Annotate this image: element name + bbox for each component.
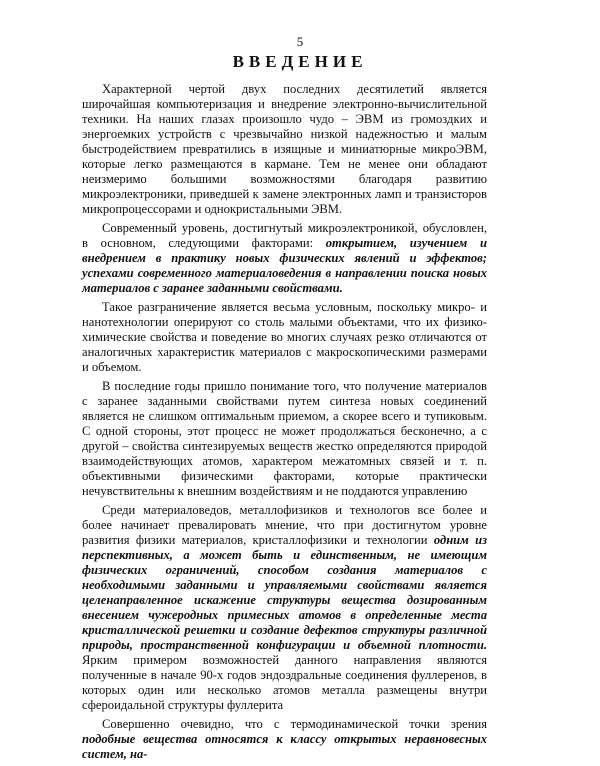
paragraph-4-text: В последние годы пришло понимание того, что получение материалов с заранее заданными свойствами путем синтеза новых соединений является не слишком оптимальным приемом, а скорее всего и тупиковым. С одной стороны, этот процесс не может продолжаться бесконечно, а с другой – свойства синтезируемых веществ жестко определяются природой взаимодействующих атомов, характером межатомных связей и т. п. объективными физическими факторами, которые практически нечувствительны к внешним воздействиям и не поддаются управлению xyxy=(82,379,487,498)
paragraph-6-emphasis: подобные вещества относятся к классу открытых неравновесных систем, на- xyxy=(82,732,487,761)
paragraph-2 xyxy=(82,221,487,296)
paragraph-6 xyxy=(82,717,487,762)
paragraph-5-continuation: Ярким примером возможностей данного направления являются полученные в начале 90-х годов эндоэдральные соединения фуллеренов, в которых один или несколько атомов металла размещены внутри сфероидальной структуры фуллерита xyxy=(82,653,487,712)
paragraph-2-emphasis: открытием, изучением и внедрением в практику новых физических явлений и эффектов; успехами современного материаловедения в направлении поиска новых материалов с заранее заданными свойствами. xyxy=(82,236,487,295)
paragraph-6-text: Совершенно очевидно, что с термодинамической точки зрения xyxy=(102,717,487,731)
paragraph-1-text: Характерной чертой двух последних десятилетий является широчайшая компьютеризация и внедрение электронно-вычислительной техники. На наших глазах произошло чудо – ЭВМ из громоздких и энергоемких устройств с чрезвычайно низкой надежностью и малым быстродействием превратились в изящные и миниатюрные микроЭВМ, которые легко размещаются в кармане. Тем не менее они обладают неизмеримо большими возможностями благодаря развитию микроэлектроники, приведшей к замене электронных ламп и транзисторов микропроцессорами и однокристальными ЭВМ. xyxy=(82,82,487,216)
paragraph-5-text: Среди материаловедов, металлофизиков и технологов все более и более начинает превалировать мнение, что при достигнутом уровне развития физики материалов, кристаллофизики и технологии xyxy=(82,503,487,547)
paragraph-5-emphasis: одним из перспективных, а может быть и единственным, не имеющим физических ограничений, способом создания материалов с необходимыми заданными и управляемыми свойствами является целенаправленное искажение структуры вещества дозированным внесением чужеродных примесных атомов в определенные места кристаллической решетки и создание дефектов структуры различной природы, пространственной конфигурации и объемной плотности. xyxy=(82,533,487,652)
paragraph-3 xyxy=(82,300,487,375)
paragraph-3-text: Такое разграничение является весьма условным, поскольку микро- и нанотехнологии оперируют со столь малыми объектами, что их физико-химические свойства и поведение во многих случаях резко отличаются от аналогичных характеристик материалов с макроскопическими размерами и объемом. xyxy=(82,300,487,374)
paragraph-5 xyxy=(82,503,487,713)
paragraph-1 xyxy=(82,82,487,217)
page-number: 5 xyxy=(296,34,304,49)
paragraph-4 xyxy=(82,379,487,499)
paragraph-2-text: Современный уровень, достигнутый микроэлектроникой, обусловлен, в основном, следующими факторами: xyxy=(82,221,487,250)
body-text xyxy=(82,82,487,766)
section-heading: ВВЕДЕНИЕ xyxy=(232,52,368,71)
